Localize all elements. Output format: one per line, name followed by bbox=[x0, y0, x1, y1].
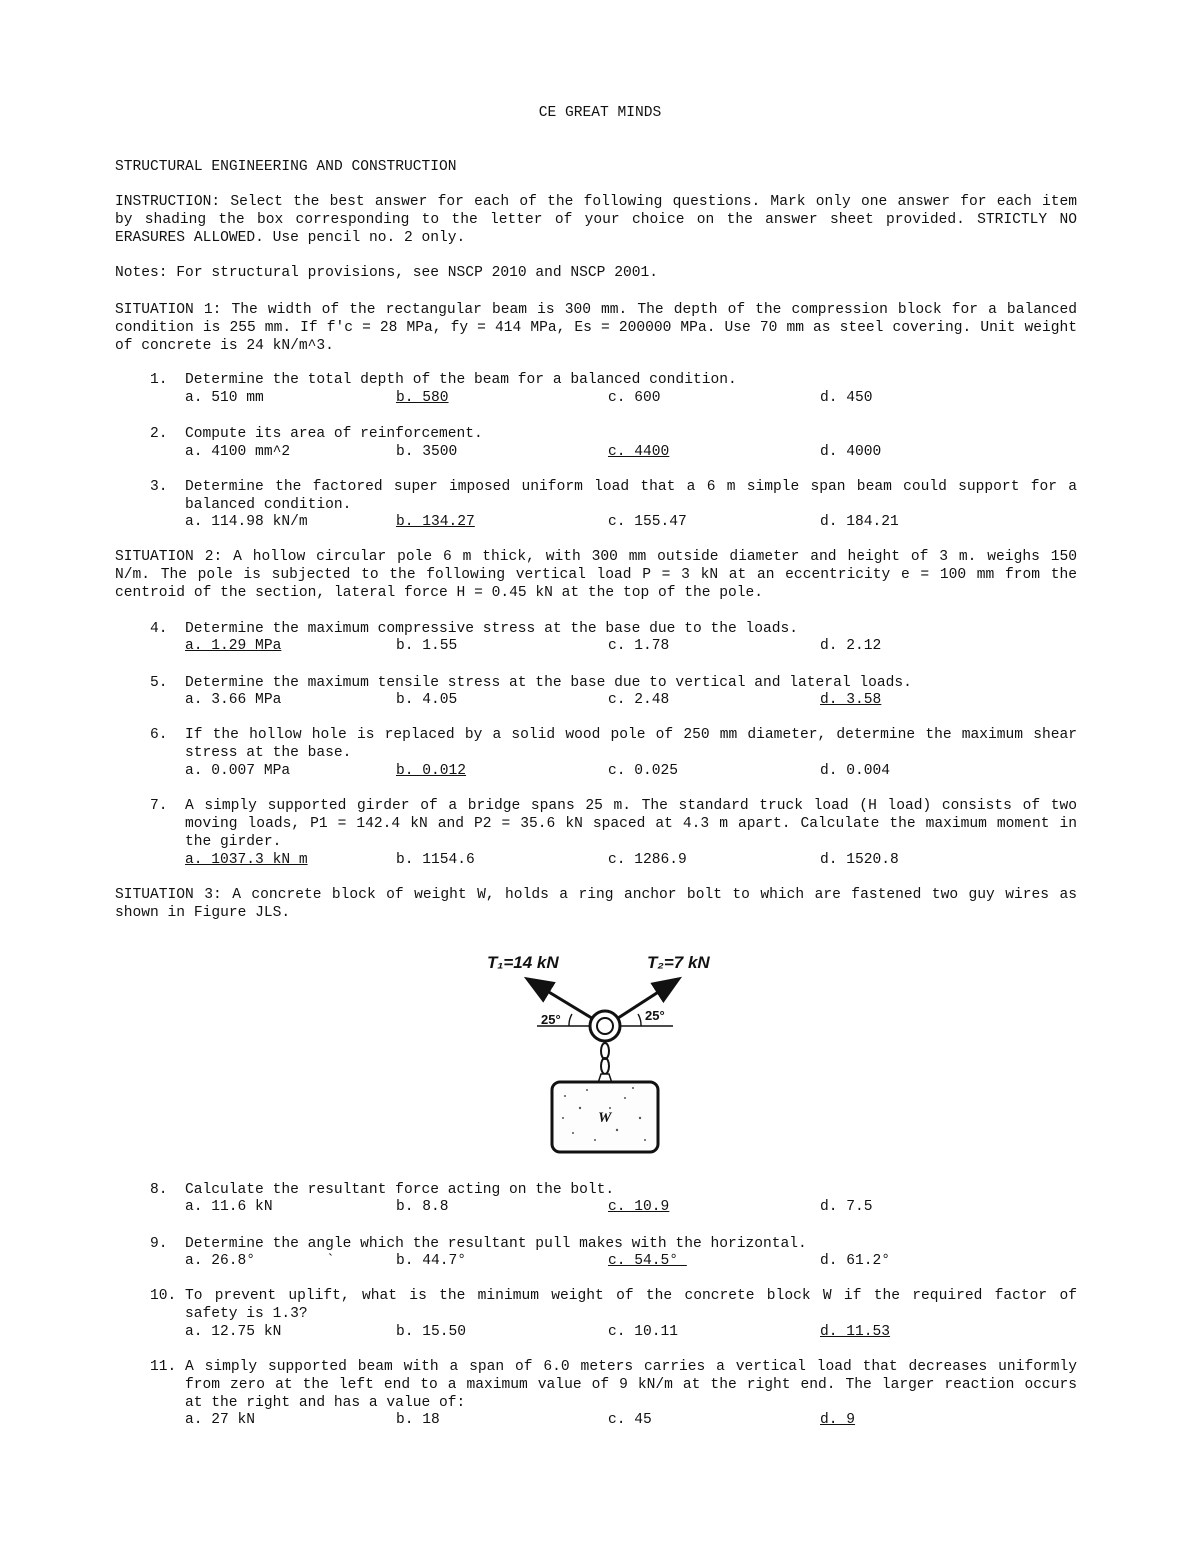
question-number: 10. bbox=[150, 1288, 177, 1304]
question-number: 2. bbox=[150, 426, 168, 442]
choice-b: b. 0.012 bbox=[396, 763, 467, 779]
question-text: To prevent uplift, what is the minimum weight of the concrete block W if the required factor of safety is 1.3? bbox=[185, 1288, 1077, 1322]
choice-a: a. 12.75 kN bbox=[185, 1324, 282, 1340]
choice-b: b. 3500 bbox=[396, 444, 458, 460]
chain-link bbox=[601, 1058, 609, 1074]
choice-c: c. 45 bbox=[608, 1412, 652, 1428]
question-number: 11. bbox=[150, 1359, 177, 1375]
question-number: 4. bbox=[150, 621, 168, 637]
stray-mark: ` bbox=[326, 1253, 335, 1269]
choice-a: a. 0.007 MPa bbox=[185, 763, 291, 779]
choice-d: d. 184.21 bbox=[820, 514, 899, 530]
choice-a: a. 1.29 MPa bbox=[185, 638, 282, 654]
guy-wire-left bbox=[529, 980, 595, 1020]
choice-c: c. 600 bbox=[608, 390, 661, 406]
answer-choices bbox=[185, 1252, 1077, 1270]
choice-d: d. 450 bbox=[820, 390, 873, 406]
answer-choices bbox=[185, 691, 1077, 709]
answer-choices bbox=[185, 513, 1077, 531]
question-text: A simply supported girder of a bridge spans 25 m. The standard truck load (H load) consists of two moving loads, P1 = 142.4 kN and P2 = 35.6 kN spaced at 4.3 m apart. Calculate the maximum moment in the girder. bbox=[185, 798, 1077, 850]
question-text: A simply supported beam with a span of 6.0 meters carries a vertical load that decreases uniformly from zero at the left end to a maximum value of 9 kN/m at the right end. The larger reaction occurs at the right and has a value of: bbox=[185, 1359, 1077, 1411]
question-number: 1. bbox=[150, 372, 168, 388]
choice-b: b. 580 bbox=[396, 390, 449, 406]
choice-b: b. 1.55 bbox=[396, 638, 458, 654]
answer-choices bbox=[185, 443, 1077, 461]
choice-d: d. 2.12 bbox=[820, 638, 882, 654]
choice-b: b. 4.05 bbox=[396, 692, 458, 708]
question-number: 5. bbox=[150, 675, 168, 691]
choice-d: d. 61.2° bbox=[820, 1253, 891, 1269]
figure-jls bbox=[485, 948, 725, 1160]
question-text: Determine the total depth of the beam for a balanced condition. bbox=[185, 372, 737, 388]
block-label: W bbox=[598, 1110, 612, 1126]
angle-label-right: 25° bbox=[645, 1008, 665, 1023]
choice-a: a. 4100 mm^2 bbox=[185, 444, 291, 460]
situation-2: SITUATION 2: A hollow circular pole 6 m thick, with 300 mm outside diameter and height of 3 m. weighs 150 N/m. The pole is subjected to the following vertical load P = 3 kN at an eccentricity e = 100 mm from the centroid of the section, lateral force H = 0.45 kN at the top of the pole. bbox=[115, 549, 1086, 601]
anchor-ring bbox=[590, 1011, 620, 1041]
choice-c: c. 4400 bbox=[608, 444, 670, 460]
choice-d: d. 9 bbox=[820, 1412, 856, 1428]
choice-d: d. 1520.8 bbox=[820, 852, 899, 868]
question-number: 6. bbox=[150, 727, 168, 743]
answer-choices bbox=[185, 1198, 1077, 1216]
question-number: 9. bbox=[150, 1236, 168, 1252]
instruction-paragraph: INSTRUCTION: Select the best answer for each of the following questions. Mark only one answer for each item by shading the box corresponding to the letter of your choice on the answer sheet provided. STRICTLY NO ERASURES ALLOWED. Use pencil no. 2 only. bbox=[115, 194, 1086, 246]
choice-c: c. 0.025 bbox=[608, 763, 679, 779]
question-text: If the hollow hole is replaced by a solid wood pole of 250 mm diameter, determine the maximum shear stress at the base. bbox=[185, 727, 1077, 761]
choice-a: a. 1037.3 kN m bbox=[185, 852, 308, 868]
choice-b: b. 8.8 bbox=[396, 1199, 449, 1215]
choice-c: c. 10.11 bbox=[608, 1324, 679, 1340]
answer-choices bbox=[185, 637, 1077, 655]
answer-choices bbox=[185, 762, 1077, 780]
question-text: Compute its area of reinforcement. bbox=[185, 426, 483, 442]
choice-b: b. 44.7° bbox=[396, 1253, 467, 1269]
answer-choices bbox=[185, 1411, 1077, 1429]
choice-c: c. 10.9 bbox=[608, 1199, 670, 1215]
choice-b: b. 1154.6 bbox=[396, 852, 475, 868]
choice-a: a. 26.8° bbox=[185, 1253, 256, 1269]
choice-d: d. 4000 bbox=[820, 444, 882, 460]
question-text: Determine the factored super imposed uniform load that a 6 m simple span beam could support for a balanced condition. bbox=[185, 479, 1077, 513]
question-text: Determine the angle which the resultant pull makes with the horizontal. bbox=[185, 1236, 807, 1252]
answer-choices bbox=[185, 389, 1077, 407]
question-number: 3. bbox=[150, 479, 168, 495]
choice-b: b. 18 bbox=[396, 1412, 440, 1428]
choice-d: d. 0.004 bbox=[820, 763, 891, 779]
angle-arc-left bbox=[569, 1014, 572, 1026]
choice-c: c. 155.47 bbox=[608, 514, 687, 530]
section-title: STRUCTURAL ENGINEERING AND CONSTRUCTION bbox=[115, 159, 457, 175]
question-number: 8. bbox=[150, 1182, 168, 1198]
situation-1: SITUATION 1: The width of the rectangular beam is 300 mm. The depth of the compression block for a balanced condition is 255 mm. If f′c = 28 MPa, fy = 414 MPa, Es = 200000 MPa. Use 70 mm as steel covering. Unit weight of concrete is 24 kN/m^3. bbox=[115, 302, 1086, 354]
question-text: Determine the maximum tensile stress at the base due to vertical and lateral loads. bbox=[185, 675, 912, 691]
answer-choices bbox=[185, 1323, 1077, 1341]
answer-choices bbox=[185, 851, 1077, 869]
choice-a: a. 510 mm bbox=[185, 390, 264, 406]
choice-a: a. 27 kN bbox=[185, 1412, 256, 1428]
notes-paragraph: Notes: For structural provisions, see NSCP 2010 and NSCP 2001. bbox=[115, 265, 658, 281]
t2-label: T₂=7 kN bbox=[647, 953, 710, 972]
choice-d: d. 7.5 bbox=[820, 1199, 873, 1215]
situation-3: SITUATION 3: A concrete block of weight W, holds a ring anchor bolt to which are fastened two guy wires as shown in Figure JLS. bbox=[115, 887, 1086, 921]
choice-c: c. 2.48 bbox=[608, 692, 670, 708]
chain-link bbox=[601, 1043, 609, 1059]
angle-arc-right bbox=[638, 1014, 641, 1026]
document-header: CE GREAT MINDS bbox=[538, 105, 662, 121]
choice-a: a. 11.6 kN bbox=[185, 1199, 273, 1215]
choice-c: c. 54.5° bbox=[608, 1253, 687, 1269]
angle-label-left: 25° bbox=[541, 1012, 561, 1027]
question-text: Determine the maximum compressive stress at the base due to the loads. bbox=[185, 621, 799, 637]
choice-b: b. 134.27 bbox=[396, 514, 475, 530]
choice-a: a. 114.98 kN/m bbox=[185, 514, 308, 530]
choice-b: b. 15.50 bbox=[396, 1324, 467, 1340]
choice-a: a. 3.66 MPa bbox=[185, 692, 282, 708]
question-text: Calculate the resultant force acting on the bolt. bbox=[185, 1182, 615, 1198]
choice-d: d. 3.58 bbox=[820, 692, 882, 708]
question-number: 7. bbox=[150, 798, 168, 814]
t1-label: T₁=14 kN bbox=[487, 953, 559, 972]
choice-c: c. 1286.9 bbox=[608, 852, 687, 868]
choice-c: c. 1.78 bbox=[608, 638, 670, 654]
choice-d: d. 11.53 bbox=[820, 1324, 891, 1340]
